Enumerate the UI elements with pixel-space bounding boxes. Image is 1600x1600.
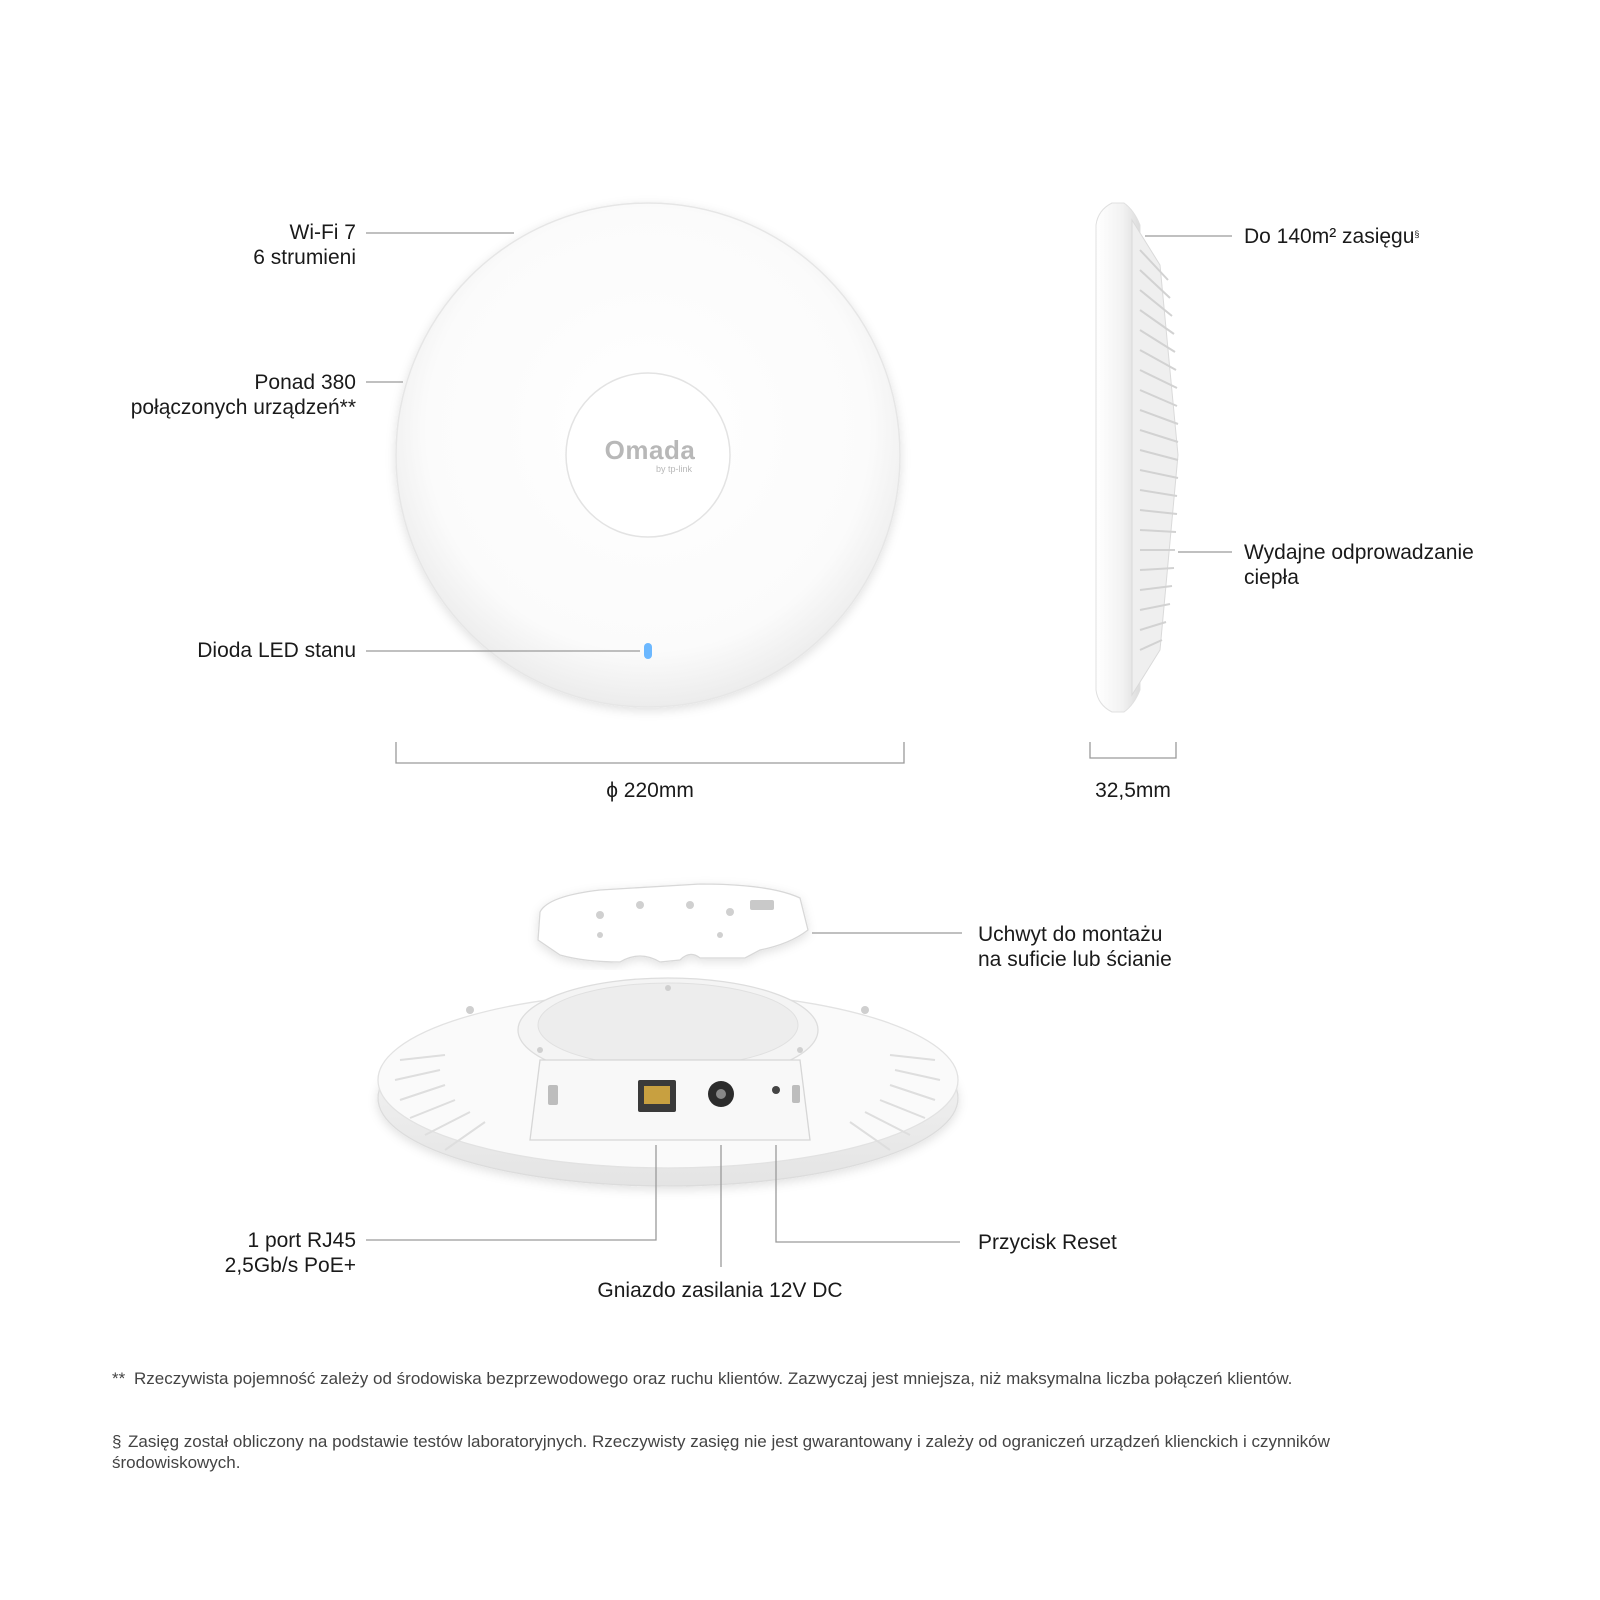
power-jack-icon (708, 1081, 734, 1107)
label-mount: Uchwyt do montażu na suficie lub ścianie (978, 923, 1172, 971)
label-clients: Ponad 380 połączonych urządzeń** (130, 371, 356, 419)
logo-brand: Omada (604, 435, 696, 465)
omada-logo (600, 436, 700, 474)
access-point-bottom-view (378, 978, 958, 1186)
coverage-footnote-mark: § (1414, 229, 1420, 239)
label-thickness: 32,5mm (1095, 779, 1171, 802)
reset-button-icon (772, 1086, 780, 1094)
label-wifi7: Wi-Fi 7 6 strumieni (253, 221, 356, 269)
label-coverage: Do 140m² zasięgu§ (1244, 225, 1420, 248)
mounting-bracket (538, 884, 808, 962)
footnote-capacity: ** Rzeczywista pojemność zależy od środowiska bezprzewodowego oraz ruchu klientów. Zazwyczaj jest mniejsza, niż maksymalna liczba połączeń klientów. (112, 1369, 1293, 1388)
label-diameter: ϕ 220mm (606, 779, 694, 802)
label-power: Gniazdo zasilania 12V DC (597, 1279, 843, 1302)
label-led: Dioda LED stanu (197, 639, 356, 662)
status-led-icon (644, 643, 652, 659)
logo-sub: by tp-link (655, 464, 692, 474)
access-point-side-view (1096, 203, 1178, 712)
footnote-coverage: § Zasięg został obliczony na podstawie testów laboratoryjnych. Rzeczywisty zasięg nie jest gwarantowany i zależy od ograniczeń urządzeń klienckich i czynników środowiskowych. (112, 1432, 1330, 1472)
label-heat: Wydajne odprowadzanie ciepła (1244, 541, 1474, 589)
label-rj45: 1 port RJ45 2,5Gb/s PoE+ (224, 1229, 356, 1277)
rj45-port-icon (638, 1080, 676, 1112)
label-reset: Przycisk Reset (978, 1231, 1117, 1254)
